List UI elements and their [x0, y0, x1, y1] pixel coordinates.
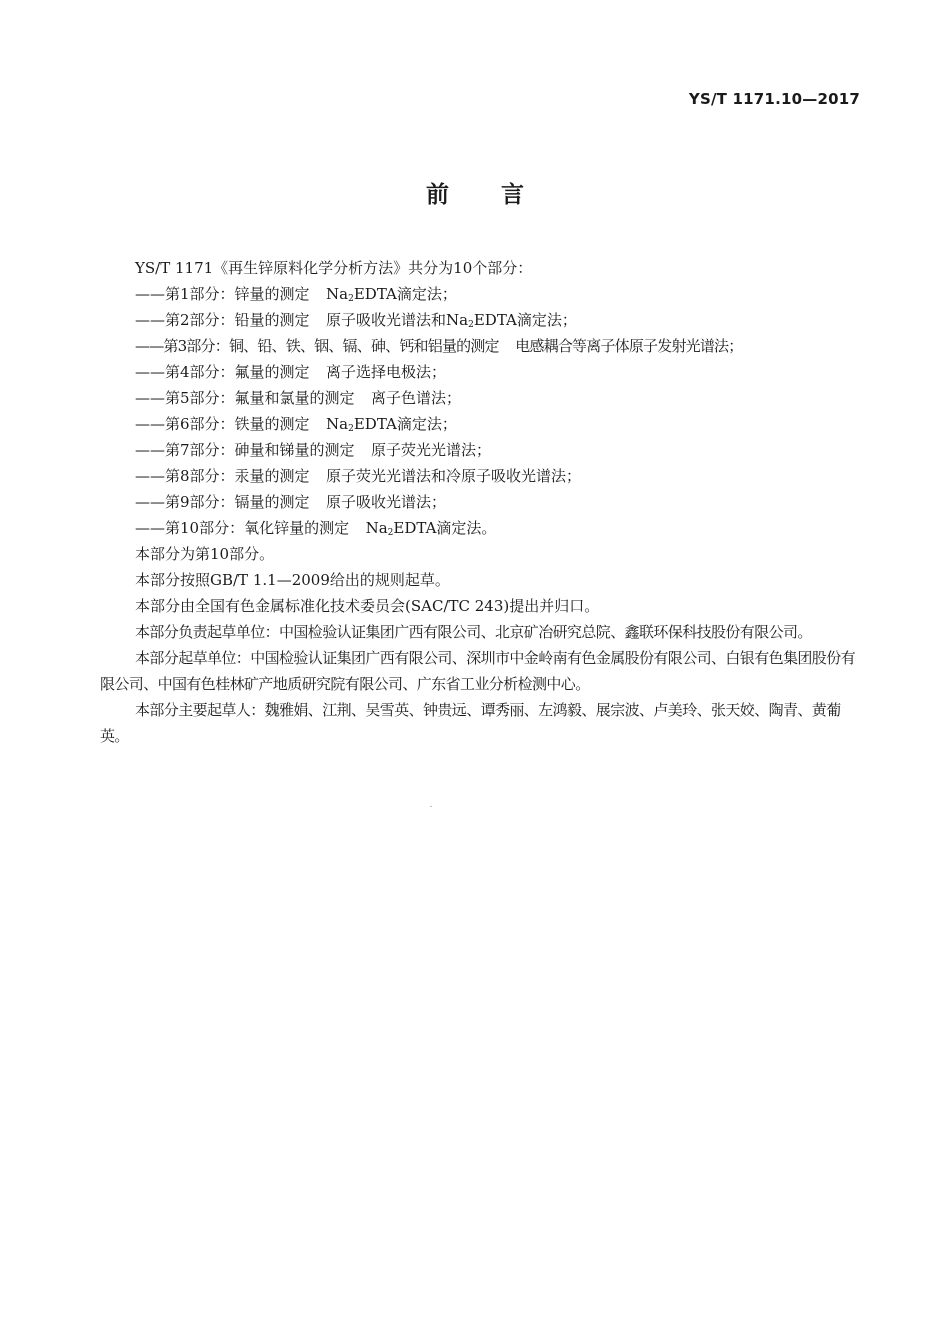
part-title: ——第2部分：铅量的测定: [135, 311, 310, 329]
scan-speck: [430, 806, 432, 807]
list-item: [100, 437, 860, 463]
page-title: 前言: [426, 182, 576, 208]
responsible-units: 本部分负责起草单位：中国检验认证集团广西有限公司、北京矿冶研究总院、鑫联环保科技股份有限公司。: [135, 623, 812, 641]
part-title: ——第7部分：砷量和锑量的测定: [135, 441, 355, 459]
part-method: Na: [326, 285, 349, 303]
part-title: ——第8部分：汞量的测定: [135, 467, 310, 485]
part-method: 原子荧光光谱法和冷原子吸收光谱法；: [326, 467, 582, 485]
proposed-by: 本部分由全国有色金属标准化技术委员会(SAC/TC 243)提出并归口。: [135, 597, 600, 615]
part-method: Na: [326, 415, 349, 433]
list-item: [100, 281, 860, 307]
part-method: 原子吸收光谱法和Na: [326, 311, 469, 329]
parts-list: [100, 281, 860, 541]
part-method-tail: EDTA滴定法。: [393, 519, 497, 537]
part-method: 离子选择电极法；: [326, 363, 447, 381]
subscript: 2: [468, 320, 474, 330]
list-item: [100, 489, 860, 515]
part-statement: 本部分为第10部分。: [135, 545, 275, 563]
list-item: [100, 333, 860, 359]
subscript: 2: [348, 294, 354, 304]
foreword-body: [100, 255, 860, 749]
part-method: Na: [365, 519, 388, 537]
drafting-units: 本部分起草单位：中国检验认证集团广西有限公司、深圳市中金岭南有色金属股份有限公司、白银有色集团股份有限公司、中国有色桂林矿产地质研究院有限公司、广东省工业分析检测中心。: [100, 649, 856, 693]
part-method: 电感耦合等离子体原子发射光谱法；: [515, 337, 743, 355]
part-method-tail: EDTA滴定法；: [473, 311, 577, 329]
main-drafters: 本部分主要起草人：魏雅娟、江荆、吴雪英、钟贵远、谭秀丽、左鸿毅、展宗波、卢美玲、张天姣、陶青、黄葡英。: [100, 701, 841, 745]
part-method: 原子吸收光谱法；: [326, 493, 447, 511]
part-method-tail: EDTA滴定法；: [353, 415, 457, 433]
list-item: [100, 307, 860, 333]
intro-paragraph: YS/T 1171《再生锌原料化学分析方法》共分为10个部分：: [135, 259, 533, 277]
part-title: ——第9部分：镉量的测定: [135, 493, 310, 511]
part-title: ——第4部分：氟量的测定: [135, 363, 310, 381]
part-title: ——第1部分：锌量的测定: [135, 285, 310, 303]
list-item: [100, 411, 860, 437]
subscript: 2: [348, 424, 354, 434]
drafting-rules: 本部分按照GB/T 1.1—2009给出的规则起草。: [135, 571, 450, 589]
part-method: 离子色谱法；: [371, 389, 462, 407]
part-title: ——第3部分：铜、铅、铁、铟、镉、砷、钙和铝量的测定: [135, 337, 499, 355]
part-title: ——第5部分：氟量和氯量的测定: [135, 389, 355, 407]
list-item: [100, 385, 860, 411]
part-method-tail: EDTA滴定法；: [353, 285, 457, 303]
part-title: ——第10部分：氧化锌量的测定: [135, 519, 350, 537]
list-item: [100, 463, 860, 489]
part-method: 原子荧光光谱法；: [371, 441, 492, 459]
list-item: [100, 359, 860, 385]
standard-code: YS/T 1171.10—2017: [688, 90, 860, 108]
subscript: 2: [387, 528, 394, 538]
list-item: [100, 515, 860, 541]
part-title: ——第6部分：铁量的测定: [135, 415, 310, 433]
